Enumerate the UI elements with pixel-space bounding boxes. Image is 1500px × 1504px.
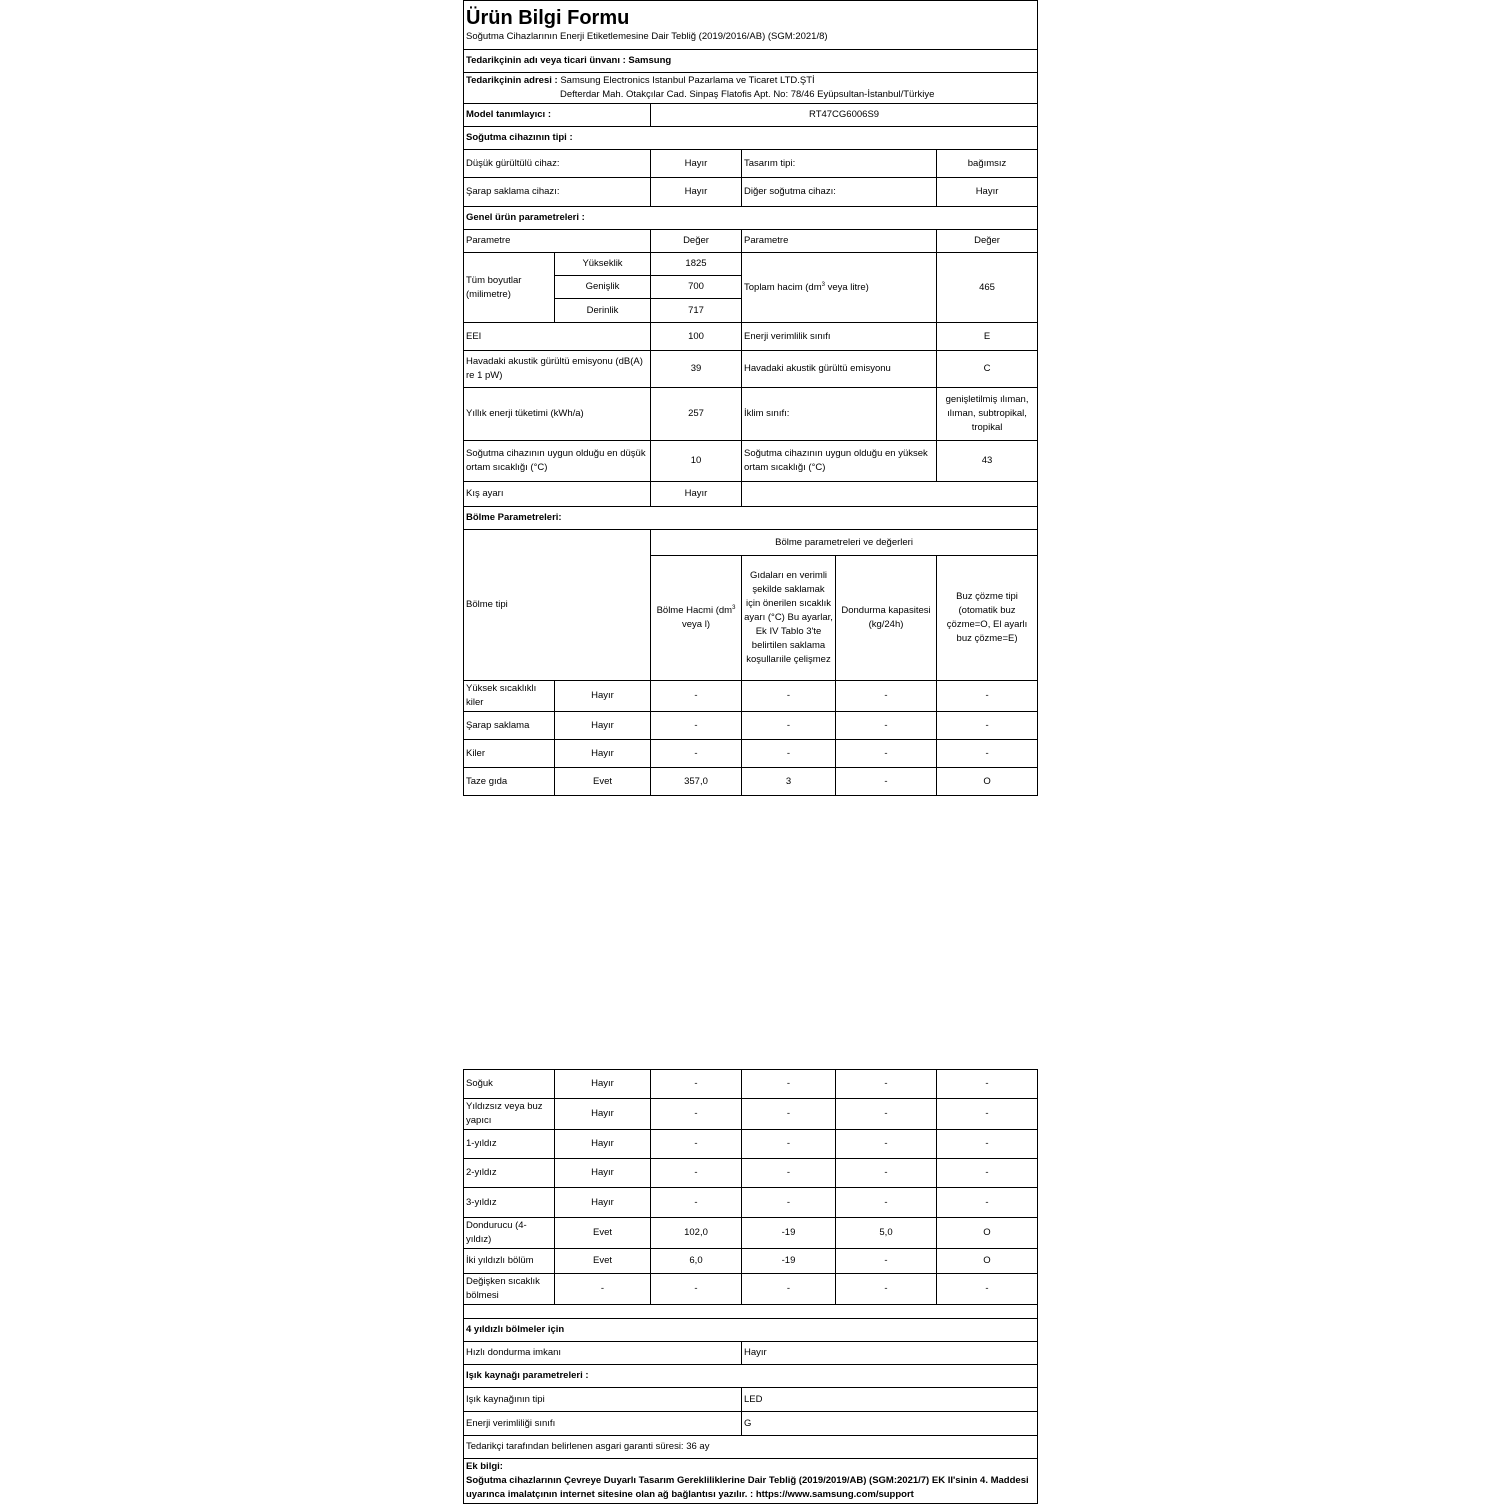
extra-info-text: Soğutma cihazlarının Çevreye Duyarlı Tasarım Gerekliliklerine Dair Tebliğ (2019/2019/AB) (SGM:2021/7) EK II'sinin 4. Maddesi uyarınca imalatçının internet sitesine olan ağ bağlantısı yazılır. : https://www.samsung.com/support <box>466 1475 1029 1500</box>
extra-info-label: Ek bilgi: <box>466 1461 503 1472</box>
total-volume-value: 465 <box>937 253 1038 323</box>
compartment-volume: - <box>651 1159 742 1188</box>
temp-header: Gıdaları en verimli şekilde saklamak için önerilen sıcaklık ayarı (°C) Bu ayarlar, Ek IV Tablo 3'te belirtilen saklama koşullarıile çelişmez <box>742 556 836 681</box>
depth-value: 717 <box>651 299 742 323</box>
compartment-defrost: - <box>937 712 1038 740</box>
max-temp-label: Soğutma cihazının uygun olduğu en yüksek ortam sıcaklığı (°C) <box>742 441 937 482</box>
compartment-row <box>464 1159 1038 1188</box>
compartment-freeze: - <box>836 740 937 768</box>
compartment-temp: - <box>742 1159 836 1188</box>
compartment-rows-2 <box>464 1070 1038 1305</box>
compartment-freeze: - <box>836 1274 937 1305</box>
value-header-right: Değer <box>937 230 1038 253</box>
compartment-volume: - <box>651 1099 742 1130</box>
annual-energy-value: 257 <box>651 388 742 441</box>
supplier-address-line1: Samsung Electronics Istanbul Pazarlama ve Ticaret LTD.ŞTİ <box>560 75 815 86</box>
supplier-name: Tedarikçinin adı veya ticari ünvanı : Samsung <box>464 50 1038 73</box>
total-volume-label: Toplam hacim ($dm^3$ veya litre) <box>742 253 937 323</box>
compartment-defrost: - <box>937 1130 1038 1159</box>
light-type-label: Işık kaynağının tipi <box>464 1388 742 1412</box>
compartment-freeze: - <box>836 1099 937 1130</box>
compartment-temp: - <box>742 1130 836 1159</box>
compartment-row <box>464 1218 1038 1249</box>
general-heading: Genel ürün parametreleri : <box>464 207 1038 230</box>
compartment-defrost: - <box>937 1274 1038 1305</box>
compartment-volume: 102,0 <box>651 1218 742 1249</box>
compartment-present: Evet <box>555 1249 651 1274</box>
max-temp-value: 43 <box>937 441 1038 482</box>
noise-value: 39 <box>651 351 742 388</box>
compartment-defrost: O <box>937 1218 1038 1249</box>
compartment-freeze: - <box>836 1159 937 1188</box>
fast-freeze-value: Hayır <box>742 1342 1038 1365</box>
compartment-temp: - <box>742 740 836 768</box>
spacer-row <box>464 1305 1038 1319</box>
min-temp-value: 10 <box>651 441 742 482</box>
compartment-name: Taze gıda <box>464 768 555 796</box>
compartment-temp: - <box>742 1274 836 1305</box>
compartment-freeze: - <box>836 1188 937 1218</box>
compartment-present: - <box>555 1274 651 1305</box>
compartment-name: İki yıldızlı bölüm <box>464 1249 555 1274</box>
compartment-volume: - <box>651 1070 742 1099</box>
form-title: Ürün Bilgi Formu <box>466 7 630 29</box>
compartment-defrost: - <box>937 740 1038 768</box>
compartment-volume: - <box>651 1130 742 1159</box>
compartment-temp: - <box>742 1070 836 1099</box>
volume-header: Bölme Hacmi ($dm^3$ veya l) <box>651 556 742 681</box>
compartment-volume: - <box>651 712 742 740</box>
width-value: 700 <box>651 276 742 299</box>
warranty-text: Tedarikçi tarafından belirlenen asgari garanti süresi: 36 ay <box>464 1436 1038 1459</box>
param-header-right: Parametre <box>742 230 937 253</box>
compartment-present: Evet <box>555 768 651 796</box>
compartment-name: 2-yıldız <box>464 1159 555 1188</box>
light-class-value: G <box>742 1412 1038 1436</box>
compartment-freeze: 5,0 <box>836 1218 937 1249</box>
compartment-defrost: - <box>937 1188 1038 1218</box>
low-noise-label: Düşük gürültülü cihaz: <box>464 150 651 178</box>
energy-class-value: E <box>937 323 1038 351</box>
defrost-header: Buz çözme tipi (otomatik buz çözme=O, El ayarlı buz çözme=E) <box>937 556 1038 681</box>
compartment-defrost: O <box>937 1249 1038 1274</box>
energy-class-label: Enerji verimlilik sınıfı <box>742 323 937 351</box>
model-value: RT47CG6006S9 <box>651 104 1038 127</box>
model-label: Model tanımlayıcı : <box>464 104 651 127</box>
regulation-text: Soğutma Cihazlarının Enerji Etiketlemesine Dair Tebliğ (2019/2016/AB) (SGM:2021/8) <box>466 31 828 42</box>
low-noise-value: Hayır <box>651 150 742 178</box>
compartment-row <box>464 1130 1038 1159</box>
compartment-present: Evet <box>555 1218 651 1249</box>
supplier-address-line2: Defterdar Mah. Otakçılar Cad. Sinpaş Flatofis Apt. No: 78/46 Eyüpsultan-İstanbul/Türkiye <box>560 89 935 100</box>
dimensions-label: Tüm boyutlar (milimetre) <box>464 253 555 323</box>
noise-class-value: C <box>937 351 1038 388</box>
compartment-name: Değişken sıcaklık bölmesi <box>464 1274 555 1305</box>
compartment-name: Yüksek sıcaklıklı kiler <box>464 681 555 712</box>
four-star-heading: 4 yıldızlı bölmeler için <box>464 1319 1038 1342</box>
header-cell <box>464 1 1038 50</box>
wine-device-value: Hayır <box>651 178 742 207</box>
compartment-present: Hayır <box>555 1188 651 1218</box>
compartment-volume: - <box>651 681 742 712</box>
design-type-value: bağımsız <box>937 150 1038 178</box>
compartment-defrost: O <box>937 768 1038 796</box>
compartment-present: Hayır <box>555 681 651 712</box>
light-type-value: LED <box>742 1388 1038 1412</box>
width-label: Genişlik <box>555 276 651 299</box>
supplier-address-label: Tedarikçinin adresi : <box>466 75 558 86</box>
height-label: Yükseklik <box>555 253 651 276</box>
compartment-name: Kiler <box>464 740 555 768</box>
compartment-name: Soğuk <box>464 1070 555 1099</box>
other-device-value: Hayır <box>937 178 1038 207</box>
compartment-row <box>464 740 1038 768</box>
compartment-volume: 6,0 <box>651 1249 742 1274</box>
fast-freeze-label: Hızlı dondurma imkanı <box>464 1342 742 1365</box>
depth-label: Derinlik <box>555 299 651 323</box>
product-info-table-part2 <box>463 1069 1038 1504</box>
compartment-name: 3-yıldız <box>464 1188 555 1218</box>
compartment-temp: - <box>742 681 836 712</box>
compartment-temp: 3 <box>742 768 836 796</box>
compartment-temp: -19 <box>742 1249 836 1274</box>
compartment-type-header: Bölme tipi <box>464 530 651 681</box>
value-header-left: Değer <box>651 230 742 253</box>
compartment-temp: - <box>742 1188 836 1218</box>
product-info-table-part1 <box>463 0 1038 796</box>
compartment-freeze: - <box>836 681 937 712</box>
compartment-present: Hayır <box>555 1070 651 1099</box>
min-temp-label: Soğutma cihazının uygun olduğu en düşük ortam sıcaklığı (°C) <box>464 441 651 482</box>
compartment-defrost: - <box>937 1099 1038 1130</box>
compartment-rows-1 <box>464 681 1038 796</box>
winter-label: Kış ayarı <box>464 482 651 507</box>
compartment-row <box>464 1099 1038 1130</box>
extra-info <box>464 1459 1038 1504</box>
other-device-label: Diğer soğutma cihazı: <box>742 178 937 207</box>
compartment-row <box>464 712 1038 740</box>
compartment-group-header: Bölme parametreleri ve değerleri <box>651 530 1038 556</box>
noise-label: Havadaki akustik gürültü emisyonu (dB(A) re 1 pW) <box>464 351 651 388</box>
compartment-row <box>464 1070 1038 1099</box>
compartment-volume: - <box>651 1274 742 1305</box>
eei-value: 100 <box>651 323 742 351</box>
design-type-label: Tasarım tipi: <box>742 150 937 178</box>
compartment-volume: - <box>651 1188 742 1218</box>
compartment-freeze: - <box>836 712 937 740</box>
compartment-freeze: - <box>836 1249 937 1274</box>
compartment-present: Hayır <box>555 712 651 740</box>
compartment-row <box>464 1274 1038 1305</box>
winter-value: Hayır <box>651 482 742 507</box>
compartment-freeze: - <box>836 1070 937 1099</box>
param-header-left: Parametre <box>464 230 651 253</box>
compartment-temp: - <box>742 1099 836 1130</box>
compartment-present: Hayır <box>555 740 651 768</box>
compartment-row <box>464 1188 1038 1218</box>
compartment-defrost: - <box>937 681 1038 712</box>
supplier-address <box>464 73 1038 104</box>
type-heading: Soğutma cihazının tipi : <box>464 127 1038 150</box>
wine-device-label: Şarap saklama cihazı: <box>464 178 651 207</box>
noise-class-label: Havadaki akustik gürültü emisyonu <box>742 351 937 388</box>
compartment-freeze: - <box>836 1130 937 1159</box>
compartment-name: Şarap saklama <box>464 712 555 740</box>
compartment-defrost: - <box>937 1159 1038 1188</box>
compartment-name: 1-yıldız <box>464 1130 555 1159</box>
height-value: 1825 <box>651 253 742 276</box>
light-class-label: Enerji verimliliği sınıfı <box>464 1412 742 1436</box>
freeze-header: Dondurma kapasitesi (kg/24h) <box>836 556 937 681</box>
compartment-present: Hayır <box>555 1159 651 1188</box>
compartment-volume: 357,0 <box>651 768 742 796</box>
compartment-name: Dondurucu (4-yıldız) <box>464 1218 555 1249</box>
annual-energy-label: Yıllık enerji tüketimi (kWh/a) <box>464 388 651 441</box>
compartment-temp: - <box>742 712 836 740</box>
light-heading: Işık kaynağı parametreleri : <box>464 1365 1038 1388</box>
climate-class-value: genişletilmiş ılıman, ılıman, subtropikal, tropikal <box>937 388 1038 441</box>
compartment-row <box>464 768 1038 796</box>
compartment-defrost: - <box>937 1070 1038 1099</box>
compartment-row <box>464 681 1038 712</box>
compartment-freeze: - <box>836 768 937 796</box>
compartment-name: Yıldızsız veya buz yapıcı <box>464 1099 555 1130</box>
compartment-row <box>464 1249 1038 1274</box>
compartment-heading: Bölme Parametreleri: <box>464 507 1038 530</box>
climate-class-label: İklim sınıfı: <box>742 388 937 441</box>
compartment-temp: -19 <box>742 1218 836 1249</box>
empty-cell <box>742 482 1038 507</box>
compartment-present: Hayır <box>555 1099 651 1130</box>
compartment-present: Hayır <box>555 1130 651 1159</box>
compartment-volume: - <box>651 740 742 768</box>
eei-label: EEI <box>464 323 651 351</box>
